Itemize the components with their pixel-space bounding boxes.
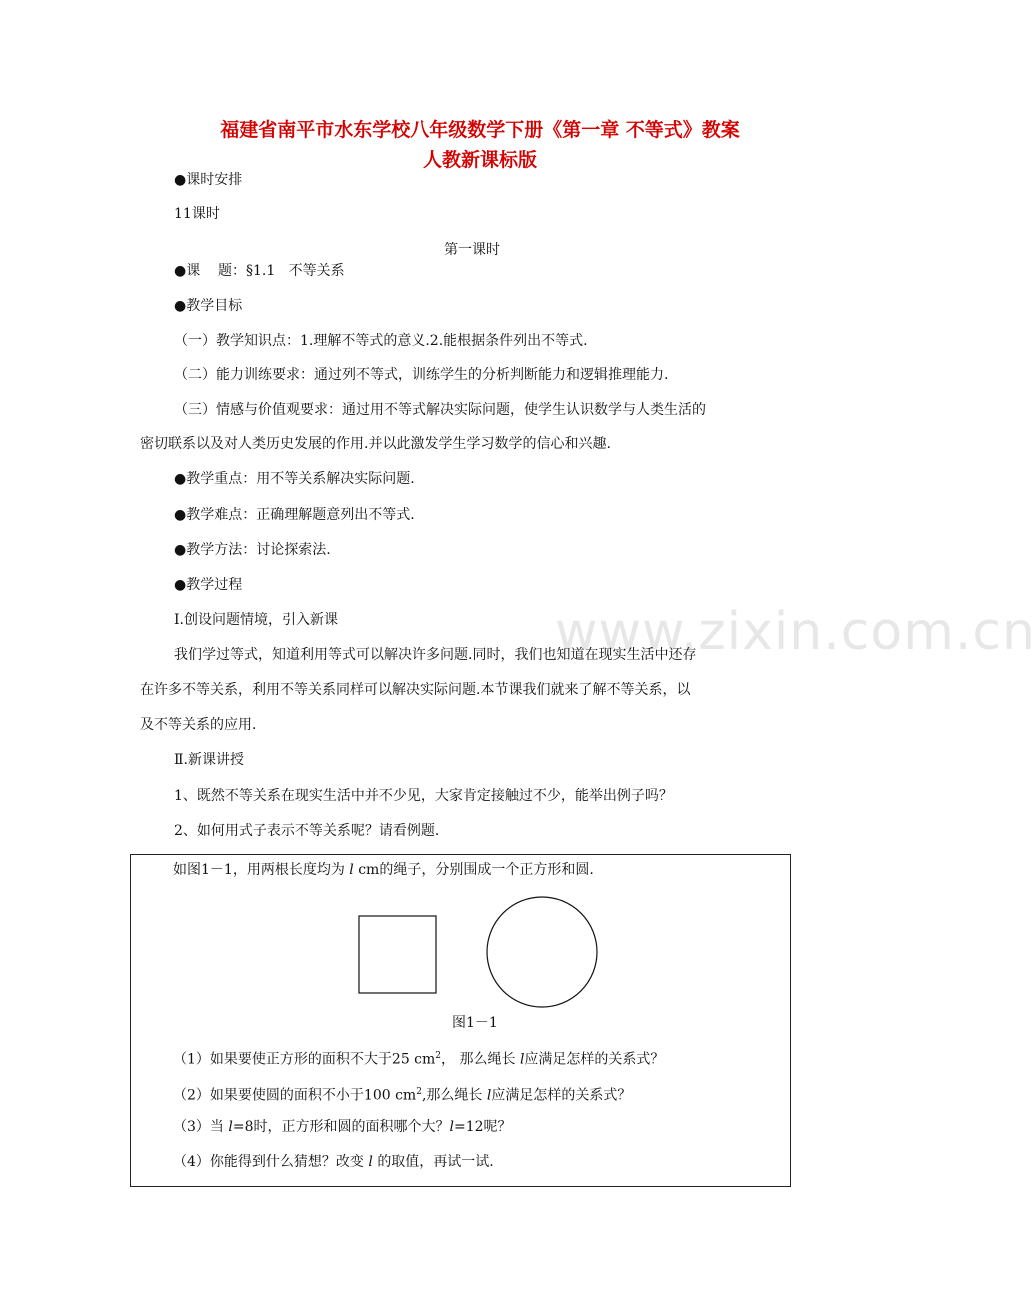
watermark: www.zixin.com.cn bbox=[555, 602, 1036, 662]
question-1: 1、既然不等关系在现实生活中并不少见，大家肯定接触过不少，能举出例子吗？ bbox=[174, 788, 673, 804]
goal-knowledge: （一）教学知识点：1.理解不等式的意义.2.能根据条件列出不等式. bbox=[174, 333, 588, 349]
schedule-label: ●课时安排 bbox=[174, 172, 243, 188]
problem-2: （2）如果要使圆的面积不小于100 $cm^2$,那么绳长 l应满足怎样的关系式？ bbox=[173, 1087, 632, 1104]
figure-caption: 图1－1 bbox=[452, 1015, 498, 1031]
problem-1: （1）如果要使正方形的面积不大于25 $cm^2$， 那么绳长 l应满足怎样的关系式？ bbox=[173, 1051, 665, 1068]
goals-label: ●教学目标 bbox=[174, 298, 243, 314]
square-shape bbox=[359, 916, 436, 993]
goal-ability: （二）能力训练要求：通过列不等式，训练学生的分析判断能力和逻辑推理能力. bbox=[174, 367, 669, 383]
problem-4: （4）你能得到什么猜想？改变 l 的取值，再试一试. bbox=[173, 1154, 494, 1170]
key-point: ●教学重点：用不等关系解决实际问题. bbox=[174, 471, 415, 487]
lesson-title: 第一课时 bbox=[444, 242, 500, 258]
example-intro: 如图1－1，用两根长度均为 l cm的绳子，分别围成一个正方形和圆. bbox=[173, 862, 594, 878]
topic: ●课 题：§1.1 不等关系 bbox=[174, 263, 345, 279]
schedule-value: 11课时 bbox=[174, 206, 220, 222]
section1-paragraph-line3: 及不等关系的应用. bbox=[140, 717, 257, 733]
circle-shape bbox=[487, 897, 597, 1007]
document-title-line1: 福建省南平市水东学校八年级数学下册《第一章 不等式》教案 bbox=[220, 119, 740, 141]
goal-values-line2: 密切联系以及对人类历史发展的作用.并以此激发学生学习数学的信心和兴趣. bbox=[140, 436, 611, 452]
example-box bbox=[130, 854, 791, 1187]
method: ●教学方法：讨论探索法. bbox=[174, 542, 331, 558]
document-title-line2: 人教新课标版 bbox=[422, 149, 537, 171]
section1-paragraph-line1: 我们学过等式，知道利用等式可以解决许多问题.同时，我们也知道在现实生活中还存 bbox=[174, 647, 697, 663]
difficulty: ●教学难点：正确理解题意列出不等式. bbox=[174, 507, 415, 523]
section1-paragraph-line2: 在许多不等关系，利用不等关系同样可以解决实际问题.本节课我们就来了解不等关系，以 bbox=[140, 682, 691, 698]
goal-values-line1: （三）情感与价值观要求：通过用不等式解决实际问题，使学生认识数学与人类生活的 bbox=[174, 402, 706, 418]
problem-3: （3）当 l=8时，正方形和圆的面积哪个大？l=12呢？ bbox=[173, 1119, 512, 1135]
question-2: 2、如何用式子表示不等关系呢？请看例题. bbox=[174, 823, 440, 839]
section1-heading: Ⅰ.创设问题情境，引入新课 bbox=[174, 612, 338, 628]
section2-heading: Ⅱ.新课讲授 bbox=[174, 752, 244, 768]
process-label: ●教学过程 bbox=[174, 577, 243, 593]
